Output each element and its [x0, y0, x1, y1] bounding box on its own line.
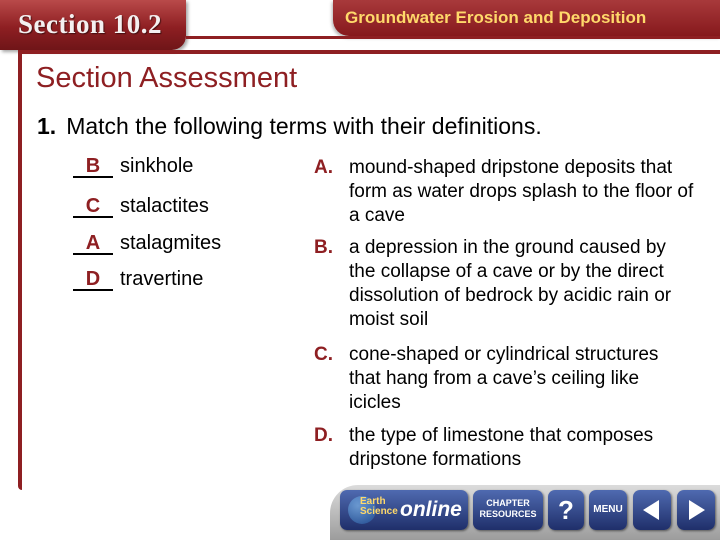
definition-item	[314, 424, 694, 472]
term-label: sinkhole	[120, 155, 194, 177]
resources-label: RESOURCES	[479, 509, 537, 519]
online-label: online	[400, 498, 462, 521]
menu-label: MENU	[593, 504, 623, 515]
answer-blank: A	[73, 233, 113, 255]
definition-text: a depression in the ground caused by the collapse of a cave or by the direct dissolution of bedrock by acidic rain or moist soil	[349, 237, 672, 330]
question	[37, 113, 542, 140]
earth-science-label: Earth Science	[360, 496, 398, 517]
term-label: travertine	[120, 268, 204, 290]
menu-button[interactable]	[589, 490, 627, 530]
term-item	[73, 232, 221, 255]
topic-title: Groundwater Erosion and Deposition	[345, 8, 647, 27]
definition-letter: A.	[314, 157, 333, 178]
help-button[interactable]	[548, 490, 584, 530]
term-item	[73, 155, 193, 178]
next-button[interactable]	[677, 490, 715, 530]
definition-letter: B.	[314, 237, 333, 258]
definition-item	[314, 156, 694, 228]
section-label: Section 10.2	[18, 9, 162, 39]
definition-text: cone-shaped or cylindrical structures that hang from a cave’s ceiling like icicles	[349, 344, 659, 413]
definition-letter: C.	[314, 344, 333, 365]
definition-text: mound-shaped dripstone deposits that form as water drops splash to the floor of a cave	[349, 157, 694, 226]
question-mark-icon: ?	[558, 495, 574, 525]
header-divider	[186, 36, 720, 39]
topic-tab	[333, 0, 720, 36]
frame-left-rule	[18, 50, 22, 490]
term-item	[73, 195, 209, 218]
arrow-left-icon	[643, 500, 659, 520]
answer-blank: D	[73, 269, 113, 291]
term-item	[73, 268, 203, 291]
section-tab	[0, 0, 186, 50]
term-label: stalagmites	[120, 232, 222, 254]
earth-science-online-button[interactable]	[340, 490, 468, 530]
term-label: stalactites	[120, 195, 209, 217]
definition-letter: D.	[314, 425, 333, 446]
question-text: Match the following terms with their definitions.	[66, 113, 542, 139]
answer-blank: C	[73, 196, 113, 218]
arrow-right-icon	[689, 500, 705, 520]
answer-blank: B	[73, 156, 113, 178]
question-number: 1.	[37, 113, 57, 139]
previous-button[interactable]	[633, 490, 671, 530]
definition-item	[314, 343, 694, 415]
definition-text: the type of limestone that composes dripstone formations	[349, 425, 654, 470]
page-title: Section Assessment	[36, 62, 298, 94]
chapter-label: CHAPTER	[486, 498, 530, 508]
chapter-resources-button[interactable]	[473, 490, 543, 530]
definition-item	[314, 236, 694, 332]
frame-top-rule	[18, 50, 720, 54]
